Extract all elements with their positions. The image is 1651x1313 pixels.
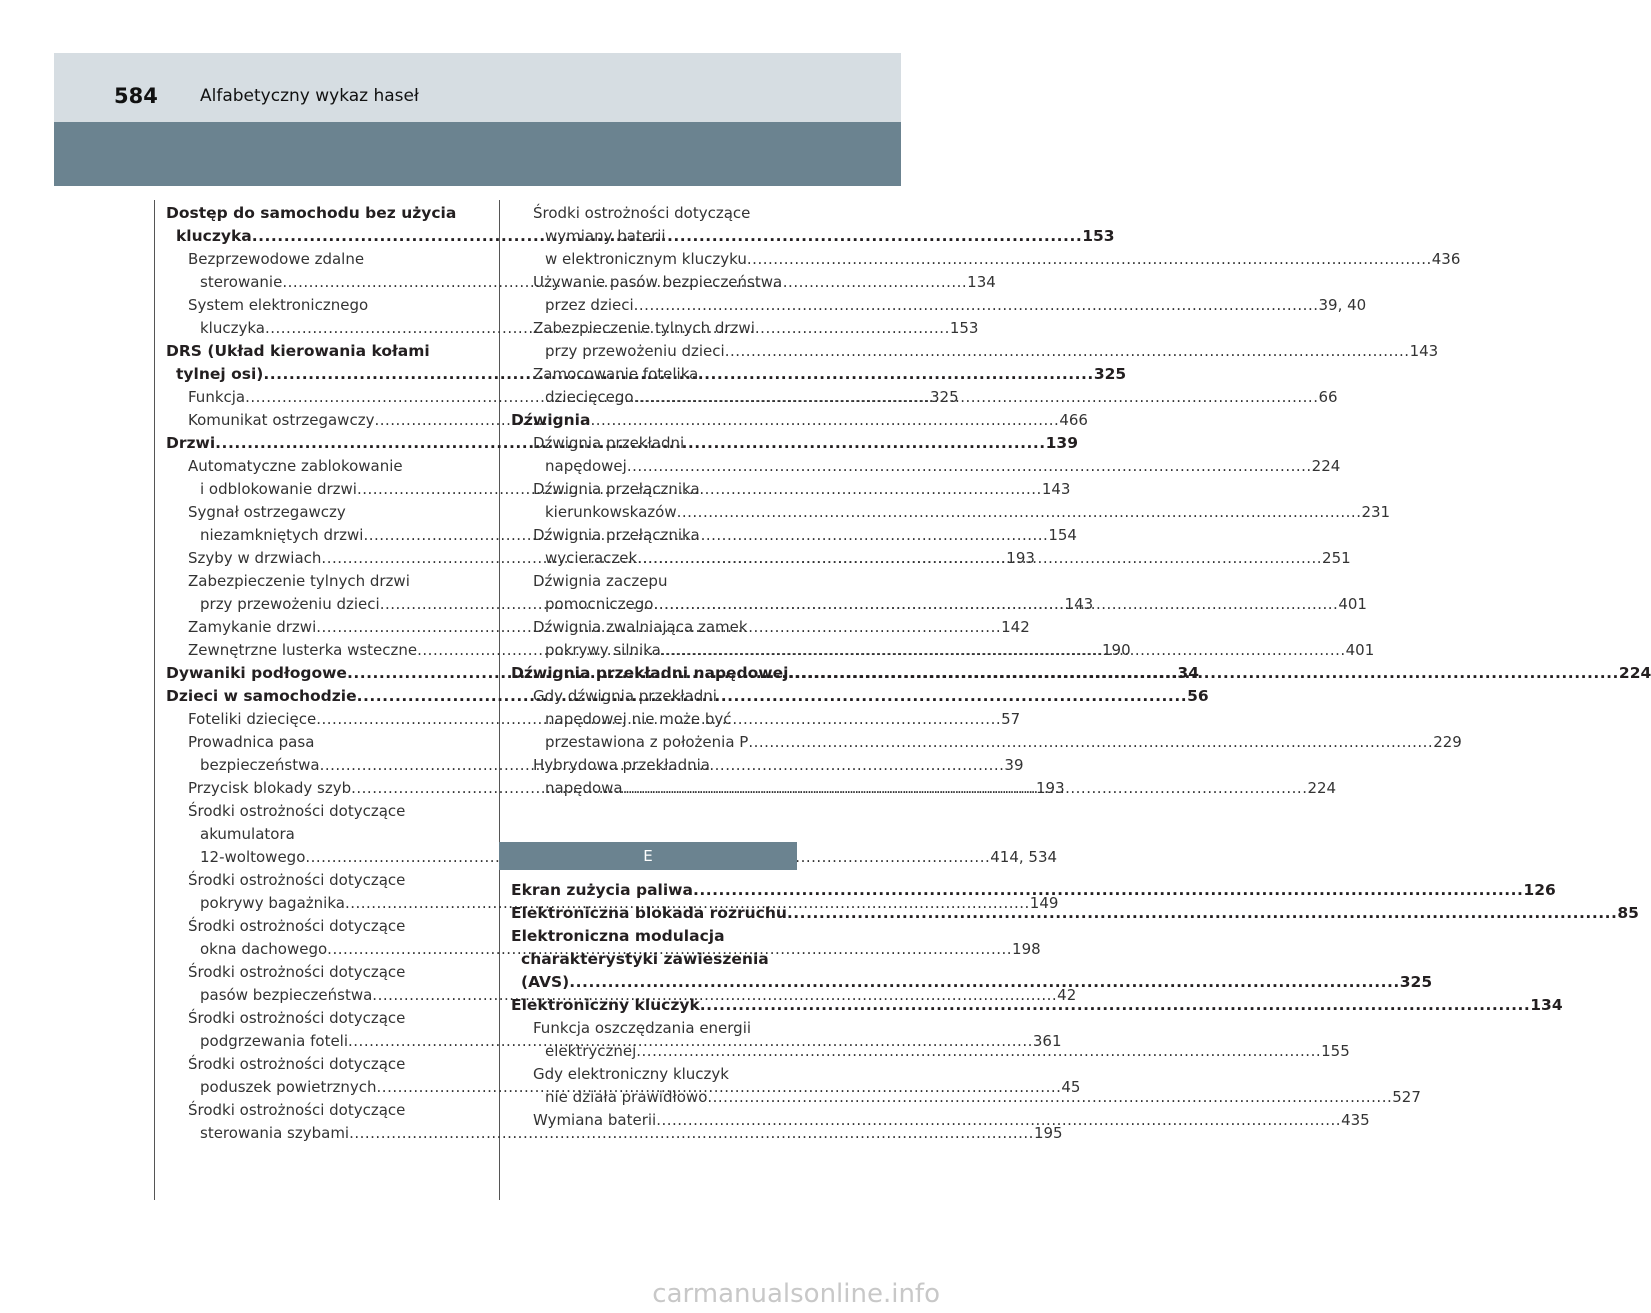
entry-text: kluczyka — [176, 227, 252, 245]
page-reference: 224 — [1311, 457, 1341, 475]
leader-dots — [725, 340, 1410, 363]
entry-text: Dzieci w samochodzie — [166, 687, 357, 705]
leader-dots — [636, 1040, 1321, 1063]
leader-dots — [661, 639, 1346, 662]
header-band-light — [54, 53, 901, 122]
index-subentry — [511, 432, 797, 455]
index-subentry — [511, 570, 797, 593]
leader-dots — [653, 593, 1338, 616]
entry-text: Środki ostrożności dotyczące — [188, 1009, 406, 1027]
leader-dots — [623, 777, 1308, 800]
index-subentry — [166, 846, 1058, 869]
entry-text: Automatyczne zablokowanie — [188, 457, 403, 475]
entry-text: tylnej osi) — [176, 365, 264, 383]
entry-text: Zamocowanie fotelika — [533, 365, 699, 383]
index-subentry — [511, 271, 797, 294]
entry-text: przez dzieci — [545, 296, 634, 314]
page-number: 584 — [114, 84, 158, 108]
page-reference: 401 — [1345, 641, 1375, 659]
page-reference: 414, 534 — [990, 848, 1058, 866]
index-entry — [166, 340, 450, 363]
leader-dots — [748, 731, 1433, 754]
index-subentry — [511, 248, 1461, 271]
leader-dots — [747, 248, 1432, 271]
page-reference: 126 — [1523, 881, 1556, 899]
page-reference: 153 — [949, 319, 979, 337]
page-reference: 436 — [1431, 250, 1461, 268]
page-reference: 466 — [1059, 411, 1088, 429]
page-reference: 251 — [1322, 549, 1351, 567]
index-entry — [511, 409, 797, 432]
entry-text: pokrywy bagażnika — [200, 894, 345, 912]
entry-text: Zamykanie drzwi — [188, 618, 317, 636]
page-reference: 143 — [1064, 595, 1094, 613]
leader-dots — [693, 879, 1523, 902]
page-reference: 193 — [1006, 549, 1035, 567]
entry-text: Funkcja oszczędzania energii — [533, 1019, 752, 1037]
page-reference: 325 — [1093, 365, 1127, 383]
entry-text: Dźwignia przekładni — [533, 434, 685, 452]
page-reference: 190 — [1102, 641, 1131, 659]
page-reference: 149 — [1029, 894, 1059, 912]
entry-text: sterowania szybami — [200, 1124, 350, 1142]
page-reference: 45 — [1061, 1078, 1081, 1096]
entry-text: Dostęp do samochodu bez użycia — [166, 204, 457, 222]
index-subentry — [511, 340, 1439, 363]
index-subentry — [511, 1063, 797, 1086]
index-subentry — [511, 616, 797, 639]
entry-text: pokrywy silnika — [545, 641, 661, 659]
entry-text: Dźwignia przełącznika — [533, 526, 700, 544]
entry-text: poduszek powietrznych — [200, 1078, 377, 1096]
entry-text: Ekran zużycia paliwa — [511, 881, 693, 899]
page-reference: 66 — [1318, 388, 1338, 406]
leader-dots — [637, 547, 1322, 570]
entry-text: kierunkowskazów — [545, 503, 677, 521]
index-subentry — [511, 685, 797, 708]
leader-dots — [569, 971, 1399, 994]
index-subentry — [166, 800, 450, 823]
entry-text: okna dachowego — [200, 940, 328, 958]
entry-text: przestawiona z położenia P — [545, 733, 749, 751]
entry-text: Szyby w drzwiach — [188, 549, 322, 567]
index-subentry — [166, 294, 450, 317]
entry-text: Dźwignia przekładni napędowej — [511, 664, 789, 682]
index-subentry — [166, 869, 450, 892]
entry-text: napędowej nie może być — [545, 710, 732, 728]
page-reference: 401 — [1338, 595, 1367, 613]
entry-text: Wymiana baterii — [533, 1111, 657, 1129]
leader-dots — [707, 1086, 1392, 1109]
entry-text: Środki ostrożności dotyczące — [188, 871, 406, 889]
entry-text: elektrycznej — [545, 1042, 637, 1060]
index-entry — [511, 879, 1556, 902]
section-header-e: E — [499, 842, 797, 870]
index-entry — [511, 948, 797, 971]
entry-text: wycieraczek — [545, 549, 638, 567]
entry-text: sterowanie — [200, 273, 283, 291]
entry-text: Zabezpieczenie tylnych drzwi — [533, 319, 755, 337]
entry-text: (AVS) — [521, 973, 570, 991]
entry-text: Drzwi — [166, 434, 216, 452]
entry-text: napędowa — [545, 779, 623, 797]
entry-text: DRS (Układ kierowania kołami — [166, 342, 430, 360]
index-subentry — [166, 1122, 1063, 1145]
entry-text: Środki ostrożności dotyczące — [188, 963, 406, 981]
leader-dots — [700, 994, 1530, 1017]
index-subentry — [511, 524, 797, 547]
entry-text: System elektronicznego — [188, 296, 369, 314]
entry-text: Używanie pasów bezpieczeństwa — [533, 273, 783, 291]
index-entry — [511, 925, 797, 948]
index-subentry — [511, 731, 1462, 754]
entry-text: Elektroniczny kluczyk — [511, 996, 700, 1014]
page-reference: 143 — [1409, 342, 1439, 360]
entry-text: Funkcja — [188, 388, 246, 406]
page-reference: 153 — [1082, 227, 1115, 245]
entry-text: napędowej — [545, 457, 627, 475]
entry-text: kluczyka — [200, 319, 265, 337]
index-subentry — [166, 570, 450, 593]
page-reference: 34 — [1177, 664, 1199, 682]
page-reference: 85 — [1617, 904, 1639, 922]
entry-text: Foteliki dziecięce — [188, 710, 317, 728]
index-subentry — [511, 294, 1367, 317]
entry-text: Komunikat ostrzegawczy — [188, 411, 375, 429]
entry-text: Środki ostrożności dotyczące — [188, 1101, 406, 1119]
index-subentry — [166, 1099, 450, 1122]
entry-text: i odblokowanie drzwi — [200, 480, 357, 498]
page-reference: 325 — [1399, 973, 1433, 991]
entry-text: Hybrydowa przekładnia — [533, 756, 710, 774]
page-reference: 361 — [1032, 1032, 1062, 1050]
entry-text: akumulatora — [200, 825, 295, 843]
entry-text: Środki ostrożności dotyczące — [188, 802, 406, 820]
page-reference: 527 — [1392, 1088, 1421, 1106]
watermark: carmanualsonline.info — [652, 1279, 940, 1309]
index-subentry — [166, 248, 450, 271]
page-reference: 39 — [1004, 756, 1024, 774]
index-subentry — [511, 501, 1391, 524]
page-reference: 155 — [1321, 1042, 1350, 1060]
entry-text: podgrzewania foteli — [200, 1032, 349, 1050]
index-subentry — [166, 1053, 450, 1076]
page-reference: 134 — [1530, 996, 1563, 1014]
entry-text: Elektroniczna blokada rozruchu — [511, 904, 787, 922]
leader-dots — [634, 386, 1319, 409]
entry-text: Dywaniki podłogowe — [166, 664, 347, 682]
index-subentry — [511, 708, 797, 731]
page-reference: 224 — [1618, 664, 1651, 682]
index-subentry — [166, 455, 450, 478]
column-rule-left — [154, 200, 155, 1200]
entry-text: Prowadnica pasa — [188, 733, 315, 751]
index-entry — [166, 202, 457, 225]
index-subentry — [511, 754, 797, 777]
index-subentry — [166, 961, 450, 984]
page-reference: 198 — [1012, 940, 1041, 958]
leader-dots — [656, 1109, 1341, 1132]
index-subentry — [511, 225, 797, 248]
page-reference: 57 — [1001, 710, 1021, 728]
page-reference: 195 — [1033, 1124, 1063, 1142]
leader-dots — [634, 294, 1319, 317]
page-reference: 224 — [1307, 779, 1337, 797]
page-title: Alfabetyczny wykaz haseł — [200, 86, 419, 106]
entry-text: Zewnętrzne lusterka wsteczne — [188, 641, 418, 659]
entry-text: Gdy elektroniczny kluczyk — [533, 1065, 729, 1083]
entry-text: Dźwignia — [511, 411, 591, 429]
leader-dots — [677, 501, 1362, 524]
leader-dots — [787, 902, 1617, 925]
page-reference: 143 — [1041, 480, 1071, 498]
index-subentry — [511, 455, 1341, 478]
index-subentry — [511, 1109, 1370, 1132]
entry-text: Przycisk blokady szyb — [188, 779, 352, 797]
entry-text: dziecięcego — [545, 388, 634, 406]
page-reference: 139 — [1045, 434, 1078, 452]
entry-text: przy przewożeniu dzieci — [200, 595, 380, 613]
page-reference: 42 — [1057, 986, 1077, 1004]
index-subentry — [511, 202, 797, 225]
page-reference: 325 — [929, 388, 959, 406]
entry-text: Sygnał ostrzegawczy — [188, 503, 346, 521]
page-reference: 39, 40 — [1318, 296, 1367, 314]
index-entry — [511, 971, 1433, 994]
page-reference: 56 — [1187, 687, 1209, 705]
entry-text: nie działa prawidłowo — [545, 1088, 708, 1106]
entry-text: Dźwignia zwalniająca zamek — [533, 618, 748, 636]
index-subentry — [511, 363, 797, 386]
entry-text: Gdy dźwignia przekładni — [533, 687, 717, 705]
leader-dots — [788, 662, 1618, 685]
entry-text: Dźwignia przełącznika — [533, 480, 700, 498]
page-reference: 193 — [1035, 779, 1065, 797]
page-reference: 142 — [1001, 618, 1030, 636]
index-subentry — [166, 823, 450, 846]
entry-text: Bezprzewodowe zdalne — [188, 250, 365, 268]
entry-text: Środki ostrożności dotyczące — [188, 917, 406, 935]
page-reference: 134 — [967, 273, 996, 291]
entry-text: przy przewożeniu dzieci — [545, 342, 725, 360]
entry-text: 12-woltowego — [200, 848, 306, 866]
index-subentry — [166, 915, 450, 938]
entry-text: pomocniczego — [545, 595, 654, 613]
page-reference: 231 — [1361, 503, 1391, 521]
index-subentry — [166, 501, 450, 524]
header-band-dark — [54, 122, 901, 186]
entry-text: w elektronicznym kluczyku — [545, 250, 747, 268]
entry-text: bezpieczeństwa — [200, 756, 320, 774]
entry-text: Zabezpieczenie tylnych drzwi — [188, 572, 410, 590]
page-reference: 154 — [1048, 526, 1077, 544]
index-subentry — [511, 478, 797, 501]
index-subentry — [166, 731, 450, 754]
entry-text: Elektroniczna modulacja — [511, 927, 725, 945]
page-reference: 435 — [1341, 1111, 1370, 1129]
index-subentry — [166, 1007, 450, 1030]
index-subentry — [511, 1017, 797, 1040]
entry-text: Dźwignia zaczepu — [533, 572, 668, 590]
entry-text: Środki ostrożności dotyczące — [188, 1055, 406, 1073]
entry-text: pasów bezpieczeństwa — [200, 986, 373, 1004]
index-subentry — [511, 317, 797, 340]
entry-text: niezamkniętych drzwi — [200, 526, 364, 544]
leader-dots — [627, 455, 1312, 478]
entry-text: Środki ostrożności dotyczące — [533, 204, 751, 222]
entry-text: charakterystyki zawieszenia — [521, 950, 769, 968]
entry-text: wymiany baterii — [545, 227, 666, 245]
page-reference: 229 — [1433, 733, 1462, 751]
